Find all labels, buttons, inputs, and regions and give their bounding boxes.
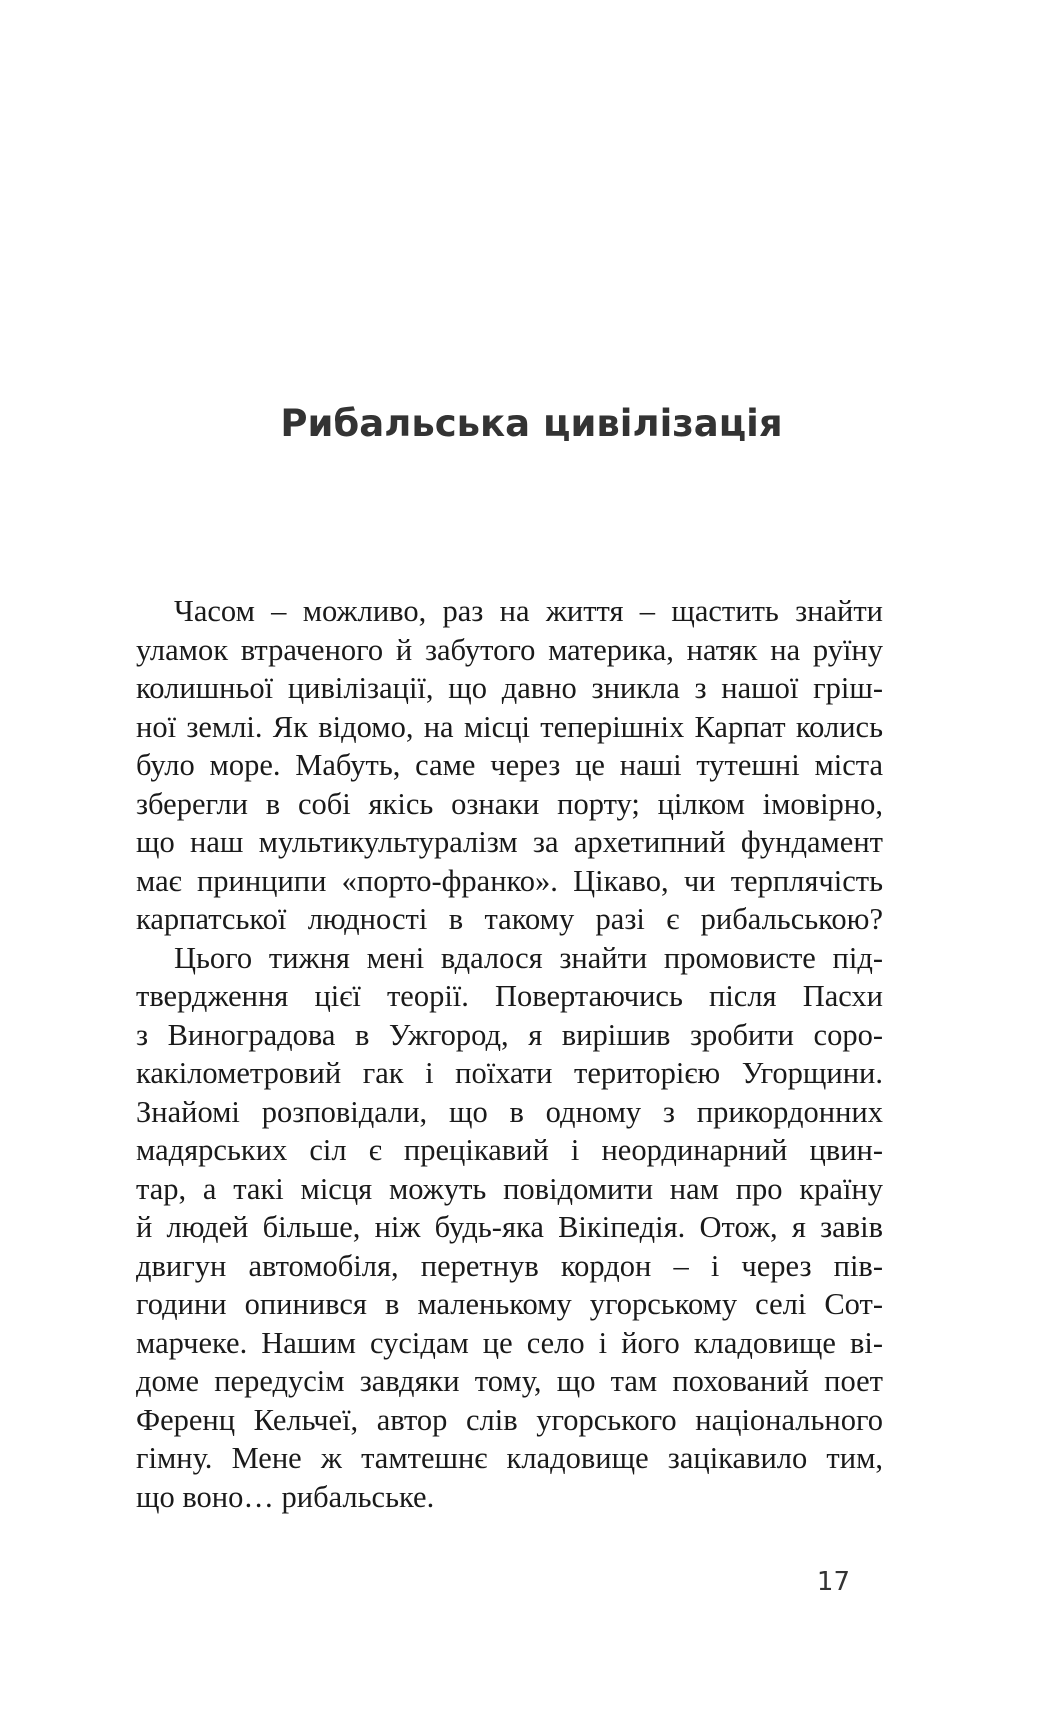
text-line: колишньої цивілізації, що давно зникла з нашої гріш- xyxy=(136,671,883,705)
paragraph-1 xyxy=(136,592,883,939)
chapter-title: Рибальська цивілізація xyxy=(280,402,783,445)
text-line: що воно… рибальське. xyxy=(136,1479,435,1514)
text-line: какілометровий гак і поїхати територією Угорщини. xyxy=(136,1056,883,1090)
text-line: доме передусім завдяки тому, що там похований поет xyxy=(136,1364,883,1398)
text-line: й людей більше, ніж будь-яка Вікіпедія. Отож, я завів xyxy=(136,1210,883,1244)
text-line: мадярських сіл є прецікавий і неординарний цвин- xyxy=(136,1133,883,1167)
text-line: тар, а такі місця можуть повідомити нам про країну xyxy=(136,1171,883,1206)
body-text xyxy=(136,592,883,1516)
text-line: що наш мультикультуралізм за архетипний фундамент xyxy=(136,825,883,859)
paragraph-2 xyxy=(136,939,883,1517)
text-line: має принципи «порто-франко». Цікаво, чи терплячість xyxy=(136,863,883,898)
text-line: Часом – можливо, раз на життя – щастить знайти xyxy=(174,594,883,628)
text-line: твердження цієї теорії. Повертаючись після Пасхи xyxy=(136,979,883,1013)
page-number: 17 xyxy=(816,1567,850,1597)
text-line: марчеке. Нашим сусідам це село і його кладовище ві- xyxy=(136,1325,883,1360)
text-line: години опинився в маленькому угорському селі Сот- xyxy=(136,1287,883,1321)
text-line: гімну. Мене ж тамтешнє кладовище зацікавило тим, xyxy=(136,1441,883,1475)
text-line: з Виноградова в Ужгород, я вирішив зробити соро- xyxy=(136,1017,883,1052)
text-line: карпатської людності в такому разі є рибальською? xyxy=(136,902,883,936)
text-line: уламок втраченого й забутого материка, натяк на руїну xyxy=(136,632,883,667)
text-line: зберегли в собі якісь ознаки порту; цілком імовірно, xyxy=(136,786,883,821)
text-line: Ференц Кельчеї, автор слів угорського національного xyxy=(136,1402,883,1437)
text-line: ної землі. Як відомо, на місці теперішніх Карпат колись xyxy=(136,709,883,744)
text-line: двигун автомобіля, перетнув кордон – і через пів- xyxy=(136,1248,883,1283)
text-line: Цього тижня мені вдалося знайти промовисте під- xyxy=(174,940,883,975)
text-line: Знайомі розповідали, що в одному з прикордонних xyxy=(136,1094,883,1129)
text-line: було море. Мабуть, саме через це наші тутешні міста xyxy=(136,748,883,782)
